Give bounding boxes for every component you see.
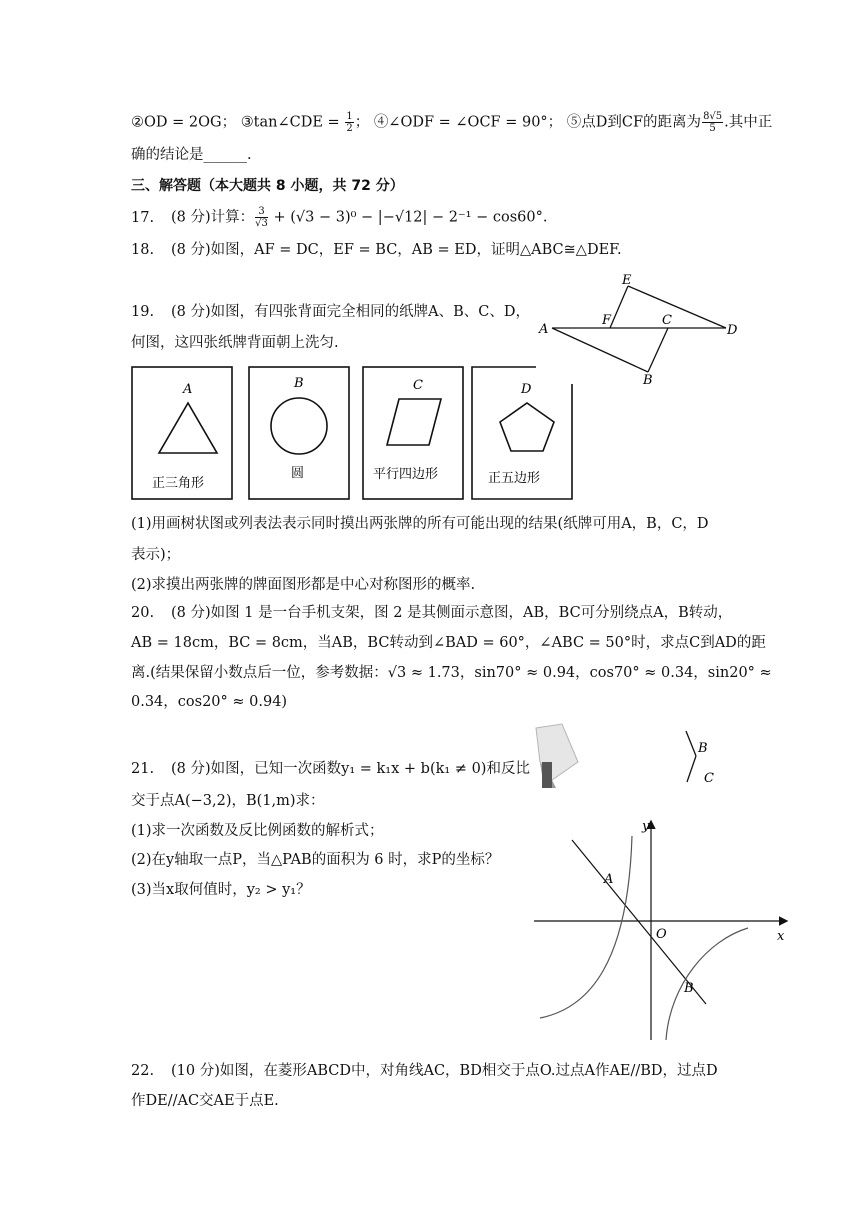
q20-number: 20. bbox=[131, 605, 155, 621]
card-d-letter: D bbox=[521, 382, 532, 397]
card-d-name: 正五边形 bbox=[488, 471, 541, 486]
q19-cards-figure bbox=[131, 366, 576, 502]
label-a: A bbox=[539, 322, 549, 337]
label-b-side: B bbox=[698, 741, 708, 756]
q16-conclusion-2: ②OD = 2OG； bbox=[131, 114, 237, 131]
q20-side-view-figure bbox=[672, 728, 722, 788]
segment-ed bbox=[628, 286, 726, 328]
q17-number: 17. bbox=[131, 209, 155, 226]
hyperbola-branch-upper-left bbox=[540, 836, 632, 1018]
q19-line2: 何图，这四张纸牌背面朝上洗匀. bbox=[131, 335, 339, 351]
q20-line2: AB = 18cm，BC = 8cm，当AB，BC转动到∠BAD = 60°，∠ABC = 50°时，求点C到AD的距 bbox=[131, 635, 766, 651]
q18-number: 18. bbox=[131, 242, 155, 258]
label-f: F bbox=[602, 313, 612, 328]
card-a-letter: A bbox=[183, 382, 193, 397]
q21-part1: (1)求一次函数及反比例函数的解析式； bbox=[131, 823, 384, 839]
frac-numerator: 8√5 bbox=[703, 111, 723, 122]
phone-stand-photo bbox=[522, 722, 584, 792]
label-d: D bbox=[727, 323, 738, 338]
label-e: E bbox=[622, 273, 632, 288]
triangle-shape bbox=[159, 403, 217, 453]
q21-number: 21. bbox=[131, 761, 155, 777]
q20-text: (8 分)如图 1 是一台手机支架，图 2 是其侧面示意图，AB，BC可分别绕点A，B转动， bbox=[171, 605, 733, 621]
card-b-name: 圆 bbox=[291, 466, 305, 481]
label-point-b: B bbox=[684, 981, 694, 996]
q20-line1 bbox=[131, 603, 732, 623]
q16-conclusion-5-suffix: .其中正 bbox=[724, 114, 773, 131]
q16-conclusion-5-prefix: ⑤点D到CF的距离为 bbox=[566, 114, 702, 131]
phone-stand-hinge bbox=[542, 762, 552, 788]
q19-number: 19. bbox=[131, 304, 155, 320]
q16-sep: ； bbox=[354, 114, 370, 131]
q19-part1-line1: (1)用画树状图或列表法表示同时摸出两张牌的所有可能出现的结果(纸牌可用A，B，C，D bbox=[131, 516, 709, 532]
q19-line1 bbox=[131, 302, 530, 322]
q20-line3: 离.(结果保留小数点后一位，参考数据：√3 ≈ 1.73，sin70° ≈ 0.94，cos70° ≈ 0.34，sin20° ≈ bbox=[131, 665, 772, 681]
q16-fraction-half bbox=[345, 111, 353, 134]
card-a-name: 正三角形 bbox=[152, 476, 205, 491]
frac-denominator: √3 bbox=[255, 218, 268, 229]
label-origin: O bbox=[656, 927, 667, 942]
card-c-name: 平行四边形 bbox=[373, 467, 439, 482]
q22-line2: 作DE//AC交AE于点E. bbox=[131, 1093, 279, 1109]
q21-text: (8 分)如图，已知一次函数y₁ = k₁x + b(k₁ ≠ 0)和反比 bbox=[171, 761, 530, 777]
q16-conclusions-line bbox=[131, 111, 772, 134]
q22-text: (10 分)如图，在菱形ABCD中，对角线AC，BD相交于点O.过点A作AE//BD，过点D bbox=[171, 1063, 718, 1079]
segment-ab-arm bbox=[686, 731, 696, 756]
label-y-axis: y bbox=[642, 819, 650, 834]
parallelogram-shape bbox=[387, 399, 441, 445]
label-c-side: C bbox=[704, 771, 714, 786]
pentagon-shape bbox=[500, 403, 554, 451]
frac-numerator: 1 bbox=[346, 111, 353, 122]
frac-numerator: 3 bbox=[255, 206, 268, 218]
q21-line1 bbox=[131, 759, 530, 779]
label-x-axis: x bbox=[777, 929, 785, 944]
q18 bbox=[131, 240, 622, 260]
label-b: B bbox=[643, 373, 653, 388]
q21-line2: 交于点A(−3,2)，B(1,m)求： bbox=[131, 793, 325, 809]
segment-ef bbox=[610, 286, 628, 328]
card-c-letter: C bbox=[413, 378, 423, 393]
segment-cb bbox=[648, 328, 668, 372]
q17-text-suffix: + (√3 − 3)⁰ − |−√12| − 2⁻¹ − cos60°. bbox=[268, 209, 548, 226]
q16-conclusion-3-prefix: ③tan∠CDE = bbox=[240, 114, 345, 131]
q22-number: 22. bbox=[131, 1063, 155, 1079]
q19-part1-line2: 表示)； bbox=[131, 547, 181, 563]
q16-blank-line: 确的结论是______. bbox=[131, 147, 252, 163]
q19-part2: (2)求摸出两张牌的牌面图形都是中心对称图形的概率. bbox=[131, 577, 476, 593]
q16-fraction-distance bbox=[702, 111, 723, 134]
q22-line1 bbox=[131, 1061, 718, 1081]
q19-text: (8 分)如图，有四张背面完全相同的纸牌A、B、C、D， bbox=[171, 304, 530, 320]
hyperbola-branch-lower-right bbox=[666, 928, 748, 1040]
q16-conclusion-4: ④∠ODF = ∠OCF = 90°； bbox=[373, 114, 563, 131]
circle-shape bbox=[271, 398, 327, 454]
frac-denominator: 5 bbox=[709, 123, 716, 134]
q17-fraction bbox=[255, 206, 268, 229]
section-title: 三、解答题（本大题共 8 小题，共 72 分） bbox=[131, 178, 404, 194]
frac-denominator: 2 bbox=[346, 123, 353, 134]
q20-line4: 0.34，cos20° ≈ 0.94) bbox=[131, 694, 288, 710]
label-c: C bbox=[662, 313, 672, 328]
q21-part2: (2)在y轴取一点P，当△PAB的面积为 6 时，求P的坐标？ bbox=[131, 852, 500, 868]
q17 bbox=[131, 206, 547, 229]
q19-cards-svg bbox=[131, 366, 576, 502]
label-point-a: A bbox=[604, 872, 614, 887]
segment-bc-arm bbox=[687, 756, 696, 782]
q21-part3: (3)当x取何值时，y₂ > y₁？ bbox=[131, 882, 311, 898]
q17-text-prefix: (8 分)计算： bbox=[171, 209, 255, 226]
card-b-letter: B bbox=[294, 376, 304, 391]
q21-function-graph bbox=[520, 812, 800, 1042]
q18-text: (8 分)如图，AF = DC，EF = BC，AB = ED，证明△ABC≅△DEF. bbox=[171, 242, 622, 258]
